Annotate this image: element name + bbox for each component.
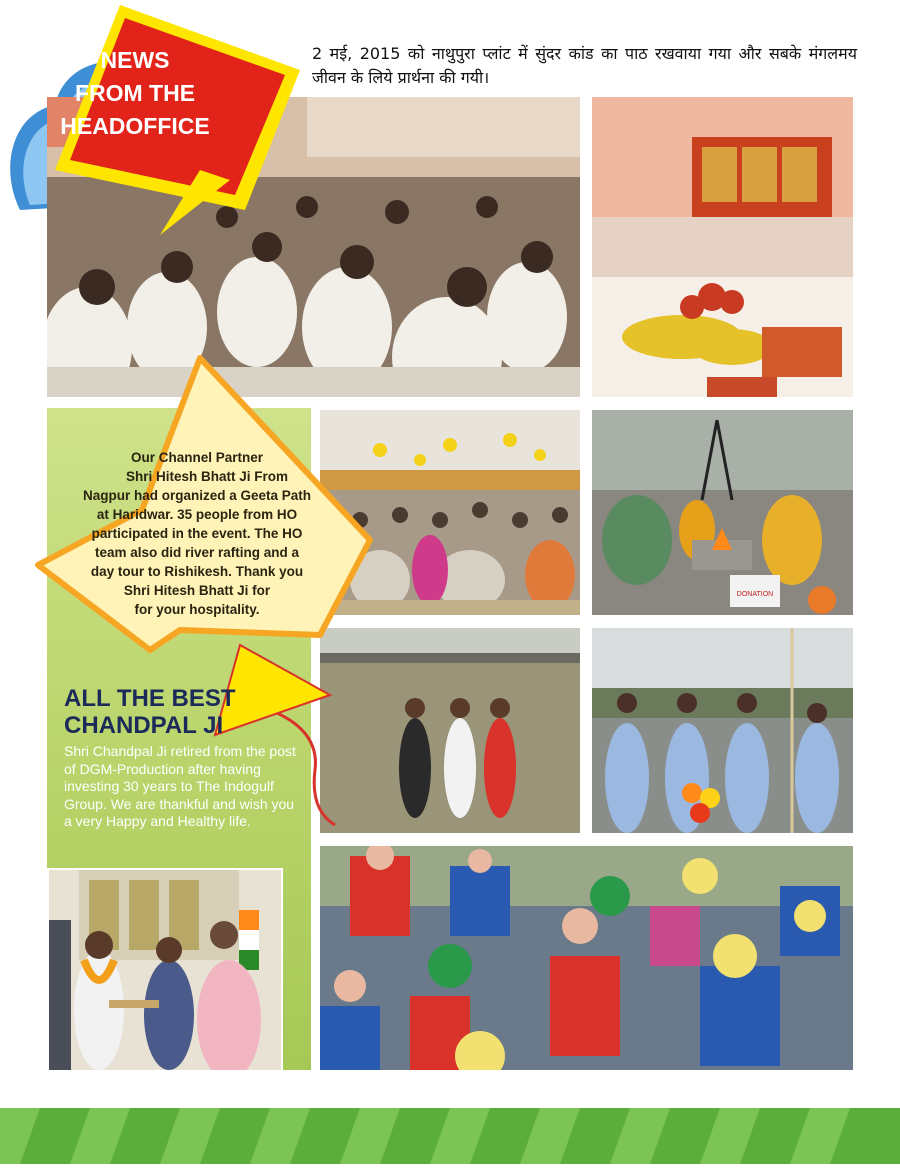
photo-rafting-group: [320, 846, 853, 1070]
retirement-title: [64, 685, 294, 739]
callout-text: [66, 448, 328, 619]
photo-puja-altar: [592, 97, 853, 397]
callout-line: day tour to Rishikesh. Thank you: [90, 564, 304, 579]
photo-chandpal-farewell: [47, 868, 283, 1072]
callout-line: at Haridwar. 35 people from HO: [96, 507, 298, 522]
callout-line: participated in the event. The HO: [91, 526, 303, 541]
badge-line-3: HEADOFFICE: [60, 113, 210, 139]
retirement-title-line-1: ALL THE BEST: [64, 685, 236, 712]
badge-line-2: FROM THE: [74, 80, 196, 106]
retirement-body: Shri Chandpal Ji retired from the post of DGM-Production after having investing 30 years to The Indogulf Group. We are thankful and wish you a very Happy and Healthy life.: [64, 743, 296, 829]
retirement-title-line-2: CHANDPAL JI: [64, 712, 224, 739]
news-badge-text: [60, 44, 210, 143]
callout-line: Our Channel Partner: [130, 450, 264, 465]
donation-box-label: DONATION: [736, 591, 774, 598]
footer-band: [0, 1108, 900, 1164]
badge-line-1: NEWS: [100, 47, 170, 73]
callout-line: Shri Hitesh Bhatt Ji for: [123, 583, 271, 598]
photo-ghat-group: [592, 628, 853, 833]
callout-line: for your hospitality.: [134, 602, 260, 617]
callout-line: team also did river rafting and a: [94, 545, 300, 560]
photo-havan-ceremony: [592, 410, 853, 615]
callout-line: Shri Hitesh Bhatt Ji From: [125, 469, 289, 484]
hindi-caption: 2 मई, 2015 को नाथुपुरा प्लांट में सुंदर कांड का पाठ रखवाया गया और सबके मंगलमय जीवन के लिये प्रार्थना की गयी।: [312, 44, 857, 87]
callout-line: Nagpur had organized a Geeta Path: [82, 488, 312, 503]
